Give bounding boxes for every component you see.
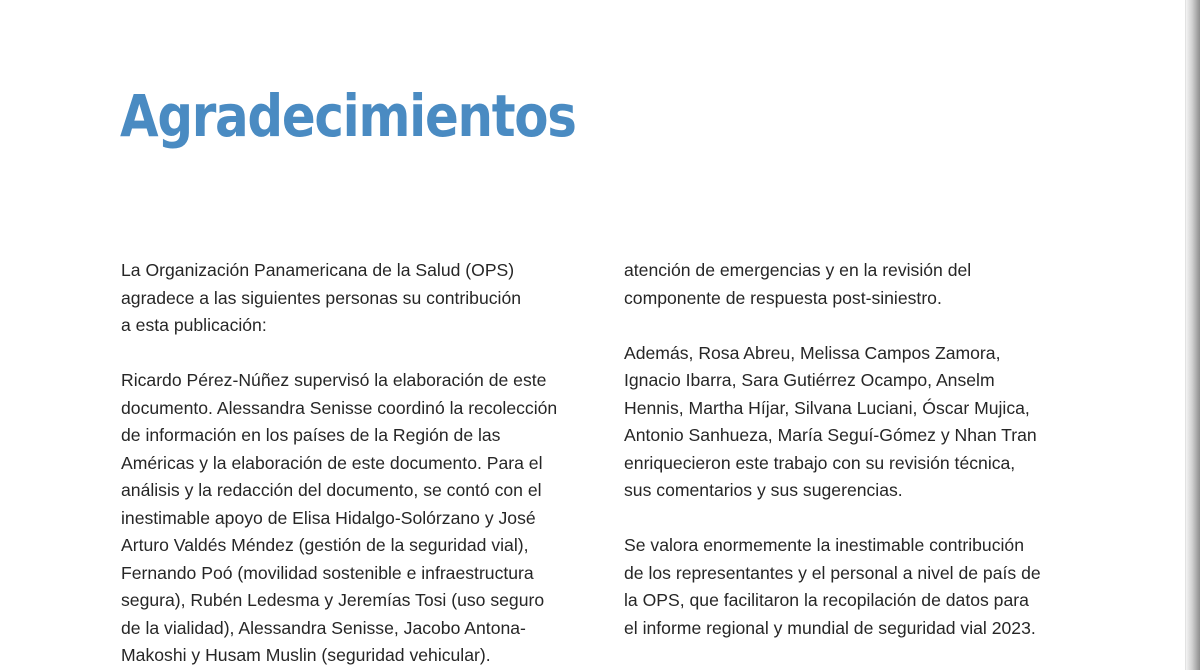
text-line: análisis y la redacción del documento, se contó con el <box>121 480 542 500</box>
page-edge-shadow <box>1186 0 1200 670</box>
right-column <box>624 257 1084 670</box>
text-line: La Organización Panamericana de la Salud (OPS) <box>121 260 515 280</box>
text-line: Hennis, Martha Híjar, Silvana Luciani, Óscar Mujica, <box>624 397 1030 418</box>
text-line: Fernando Poó (movilidad sostenible e infraestructura <box>121 562 534 583</box>
left-column <box>121 257 581 670</box>
country-staff-paragraph <box>624 532 1084 642</box>
continuation-paragraph <box>624 257 1084 312</box>
text-line: Además, Rosa Abreu, Melissa Campos Zamora, <box>624 342 1001 363</box>
text-line: atención de emergencias y en la revisión del <box>624 260 972 280</box>
text-line: enriquecieron este trabajo con su revisión técnica, <box>624 452 1016 473</box>
text-line: segura), Rubén Ledesma y Jeremías Tosi (uso seguro <box>121 590 545 610</box>
text-line: de los representantes y el personal a nivel de país de <box>624 562 1041 583</box>
page-title: Agradecimientos <box>120 82 576 150</box>
text-line: agradece a las siguientes personas su contribución <box>121 287 522 308</box>
text-line: Se valora enormemente la inestimable contribución <box>624 535 1024 555</box>
text-line: Américas y la elaboración de este documento. Para el <box>121 452 543 473</box>
supervision-paragraph <box>121 367 581 670</box>
text-line: a esta publicación: <box>121 315 267 335</box>
text-line: componente de respuesta post-siniestro. <box>624 287 942 308</box>
text-line: de información en los países de la Región de las <box>121 425 501 445</box>
text-line: Arturo Valdés Méndez (gestión de la seguridad vial), <box>121 535 529 555</box>
reviewers-paragraph <box>624 340 1084 505</box>
intro-paragraph <box>121 257 581 340</box>
text-line: de la vialidad), Alessandra Senisse, Jacobo Antona- <box>121 617 526 638</box>
text-line: Antonio Sanhueza, María Seguí-Gómez y Nhan Tran <box>624 425 1037 445</box>
text-line: Ignacio Ibarra, Sara Gutiérrez Ocampo, Anselm <box>624 370 995 390</box>
text-line: documento. Alessandra Senisse coordinó la recolección <box>121 397 558 418</box>
text-line: la OPS, que facilitaron la recopilación de datos para <box>624 590 1029 610</box>
text-line: Makoshi y Husam Muslin (seguridad vehicular). <box>121 645 491 665</box>
text-line: Ricardo Pérez-Núñez supervisó la elaboración de este <box>121 370 547 390</box>
text-line: inestimable apoyo de Elisa Hidalgo-Solórzano y José <box>121 507 536 528</box>
text-line: el informe regional y mundial de seguridad vial 2023. <box>624 617 1036 638</box>
text-line: sus comentarios y sus sugerencias. <box>624 480 903 500</box>
